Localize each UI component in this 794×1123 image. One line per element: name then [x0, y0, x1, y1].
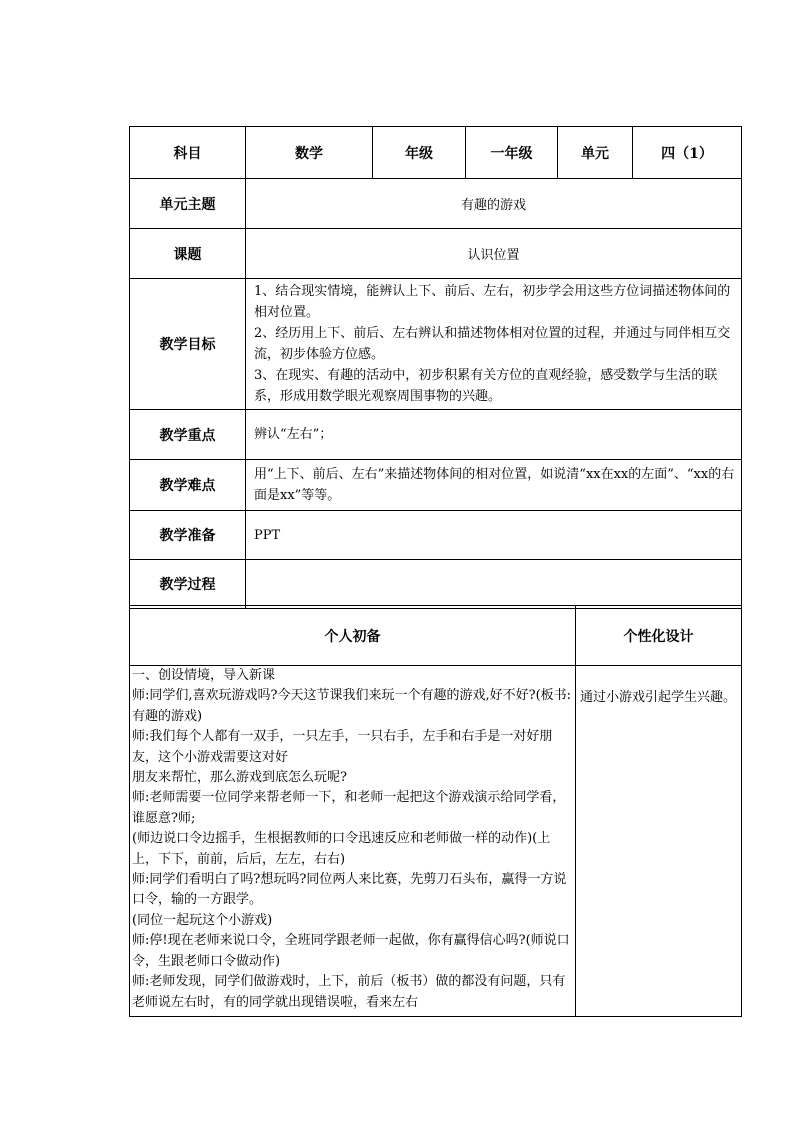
initial-plan-text: [130, 666, 575, 1016]
subject-value: 数学: [246, 127, 373, 179]
process-line: 朋友来帮忙，那么游戏到底怎么玩呢?: [132, 770, 347, 786]
unit-theme-row: [130, 179, 742, 229]
process-label: 教学过程: [130, 560, 246, 609]
key-point-label: 教学重点: [130, 410, 246, 460]
lesson-info-table: [129, 126, 742, 609]
process-line: 师:老师发现，同学们做游戏时，上下，前后（板书）做的都没有问题，只有老师说左右时，有的同学就出现错误啦，看来左右: [132, 974, 566, 1010]
process-row: [130, 560, 742, 609]
process-line: 一、创设情境，导入新课: [132, 668, 276, 683]
subject-label: 科目: [130, 127, 246, 179]
key-point-row: [130, 410, 742, 460]
unit-value: 四（1）: [633, 127, 742, 179]
process-line: (同位一起玩这个小游戏): [132, 912, 273, 928]
personalized-design-cell: [576, 666, 742, 1017]
objective-item: 3、在现实、有趣的活动中，初步积累有关方位的直观经验，感受数学与生活的联系，形成用数学眼光观察周围事物的兴趣。: [254, 368, 718, 404]
process-line: (师边说口令边摇手，生根据教师的口令迅速反应和老师做一样的动作)(上上，下下，前前，后后，左左，右右): [132, 831, 551, 867]
preparation-value: PPT: [246, 511, 742, 560]
col-header-personalized-design: 个性化设计: [576, 606, 742, 666]
process-line: 师:同学们看明白了吗?想玩吗?同位两人来比赛，先剪刀石头布，赢得一方说口令，输的一方跟学。: [132, 872, 567, 908]
process-line: 师:老师需要一位同学来帮老师一下，和老师一起把这个游戏演示给同学看，谁愿意?师;: [132, 790, 566, 826]
initial-plan-cell: [130, 666, 576, 1017]
objectives-label: 教学目标: [130, 279, 246, 410]
unit-theme-label: 单元主题: [130, 179, 246, 229]
objectives-text: [246, 279, 742, 410]
process-line: 师:同学们,喜欢玩游戏吗?今天这节课我们来玩一个有趣的游戏,好不好?(板书:有趣的游戏): [132, 688, 572, 724]
lesson-row: [130, 229, 742, 279]
lesson-label: 课题: [130, 229, 246, 279]
unit-theme-value: 有趣的游戏: [246, 179, 742, 229]
process-table: [129, 605, 742, 1017]
objective-item: 2、经历用上下、前后、左右辨认和描述物体相对位置的过程，并通过与同伴相互交流，初步体验方位感。: [254, 326, 731, 362]
grade-value: 一年级: [466, 127, 558, 179]
key-point-value: 辨认“左右”；: [246, 410, 742, 460]
grade-label: 年级: [373, 127, 466, 179]
preparation-row: [130, 511, 742, 560]
process-body-row: [130, 666, 742, 1017]
lesson-value: 认识位置: [246, 229, 742, 279]
difficulty-row: [130, 460, 742, 511]
header-row: [130, 127, 742, 179]
personalized-design-text: 通过小游戏引起学生兴趣。: [580, 690, 737, 705]
process-header-row: [130, 606, 742, 666]
difficulty-label: 教学难点: [130, 460, 246, 511]
process-line: 师:我们每个人都有一双手，一只左手，一只右手，左手和右手是一对好朋友，这个小游戏需要这对好: [132, 729, 553, 765]
col-header-initial-plan: 个人初备: [130, 606, 576, 666]
preparation-label: 教学准备: [130, 511, 246, 560]
objectives-row: [130, 279, 742, 410]
process-value: [246, 560, 742, 609]
process-line: 师:停!现在老师来说口令，全班同学跟老师一起做，你有赢得信心吗?(师说口令，生跟老师口令做动作): [132, 933, 570, 969]
difficulty-value: 用“上下、前后、左右”来描述物体间的相对位置，如说清“xx在xx的左面”、“xx的右面是xx”等等。: [246, 460, 742, 511]
objective-item: 1、结合现实情境，能辨认上下、前后、左右，初步学会用这些方位词描述物体间的相对位置。: [254, 284, 731, 320]
unit-label: 单元: [558, 127, 633, 179]
